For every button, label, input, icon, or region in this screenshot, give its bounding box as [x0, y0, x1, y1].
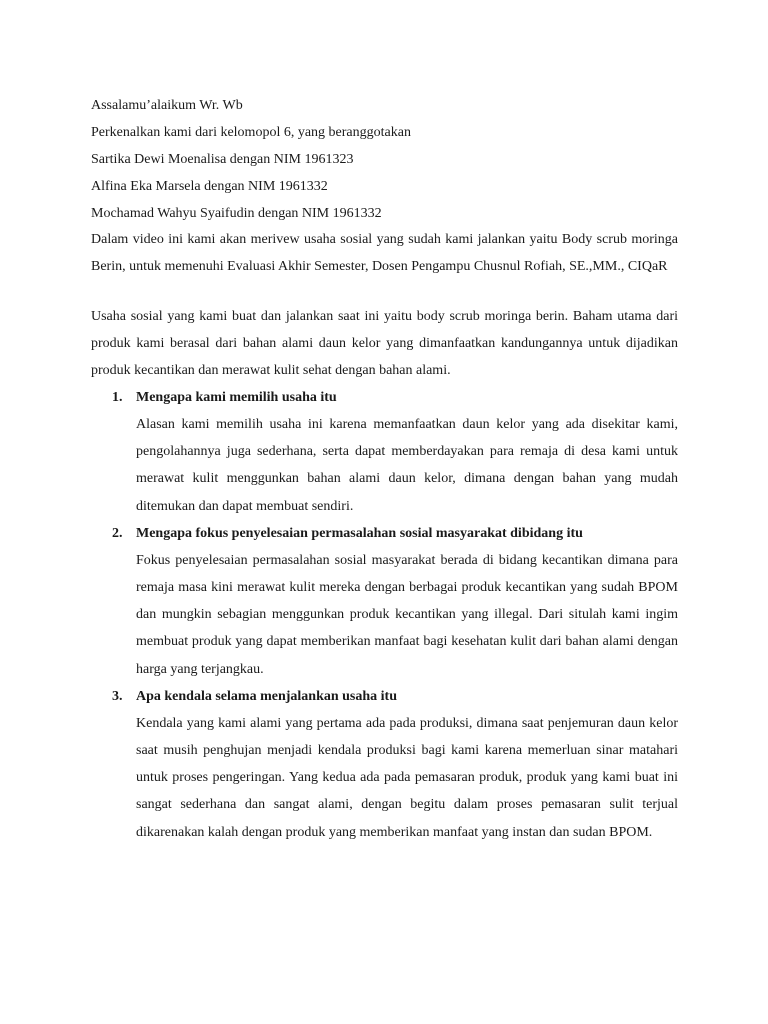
question-item	[91, 683, 678, 846]
question-item	[91, 520, 678, 683]
video-paragraph: Dalam video ini kami akan merivew usaha sosial yang sudah kami jalankan yaitu Body scrub moringa Berin, untuk memenuhi Evaluasi Akhir Semester, Dosen Pengampu Chusnul Rofiah, SE.,MM., CIQaR	[91, 232, 678, 274]
member-line: Mochamad Wahyu Syaifudin dengan NIM 1961332	[91, 206, 382, 221]
member-line: Sartika Dewi Moenalisa dengan NIM 1961323	[91, 152, 354, 167]
question-title: Mengapa kami memilih usaha itu	[136, 390, 337, 405]
question-answer: Kendala yang kami alami yang pertama ada pada produksi, dimana saat penjemuran daun kelor saat musih penghujan menjadi kendala produksi bagi kami karena memerluan sinar matahari untuk proses pengeringan. Yang kedua ada pada pemasaran produk, produk yang kami buat ini sangat sederhana dan sangat alami, dengan begitu dalam proses pemasaran sulit terjual dikarenakan kalah dengan produk yang memberikan manfaat yang instan dan sudan BPOM.	[136, 715, 678, 840]
intro-line: Perkenalkan kami dari kelomopol 6, yang beranggotakan	[91, 125, 411, 140]
business-paragraph: Usaha sosial yang kami buat dan jalankan saat ini yaitu body scrub moringa berin. Baham utama dari produk kami berasal dari bahan alami daun kelor yang dimanfaatkan kandungannya untuk dijadikan produk kecantikan dan merawat kulit sehat dengan bahan alami.	[91, 309, 678, 378]
greeting-line: Assalamu’alaikum Wr. Wb	[91, 98, 243, 113]
question-title: Apa kendala selama menjalankan usaha itu	[136, 688, 398, 704]
member-line: Alfina Eka Marsela dengan NIM 1961332	[91, 179, 328, 194]
question-title: Mengapa fokus penyelesaian permasalahan sosial masyarakat dibidang itu	[136, 525, 583, 541]
paragraph-spacer	[91, 280, 678, 303]
question-list	[91, 384, 678, 846]
document-body	[91, 92, 678, 846]
question-number: 1.	[112, 390, 123, 405]
question-answer: Fokus penyelesaian permasalahan sosial masyarakat berada di bidang kecantikan dimana para remaja masa kini merawat kulit mereka dengan berbagai produk kecantikan yang sudah BPOM dan mungkin sebagian menggunkan produk kecantikan yang illegal. Dari situlah kami ingim membuat produk yang dapat memberikan manfaat bagi kesehatan kulit dari bahan alami dengan harga yang terjangkau.	[136, 552, 678, 677]
question-number: 2.	[112, 525, 123, 541]
question-number: 3.	[112, 688, 123, 704]
question-item	[91, 384, 678, 520]
question-answer: Alasan kami memilih usaha ini karena memanfaatkan daun kelor yang ada disekitar kami, pengolahannya juga sederhana, serta dapat memberdayakan para remaja di desa kami untuk merawat kulit menggunkan bahan alami daun kelor, dimana dengan bahan yang mudah ditemukan dan dapat membuat sendiri.	[136, 417, 678, 514]
